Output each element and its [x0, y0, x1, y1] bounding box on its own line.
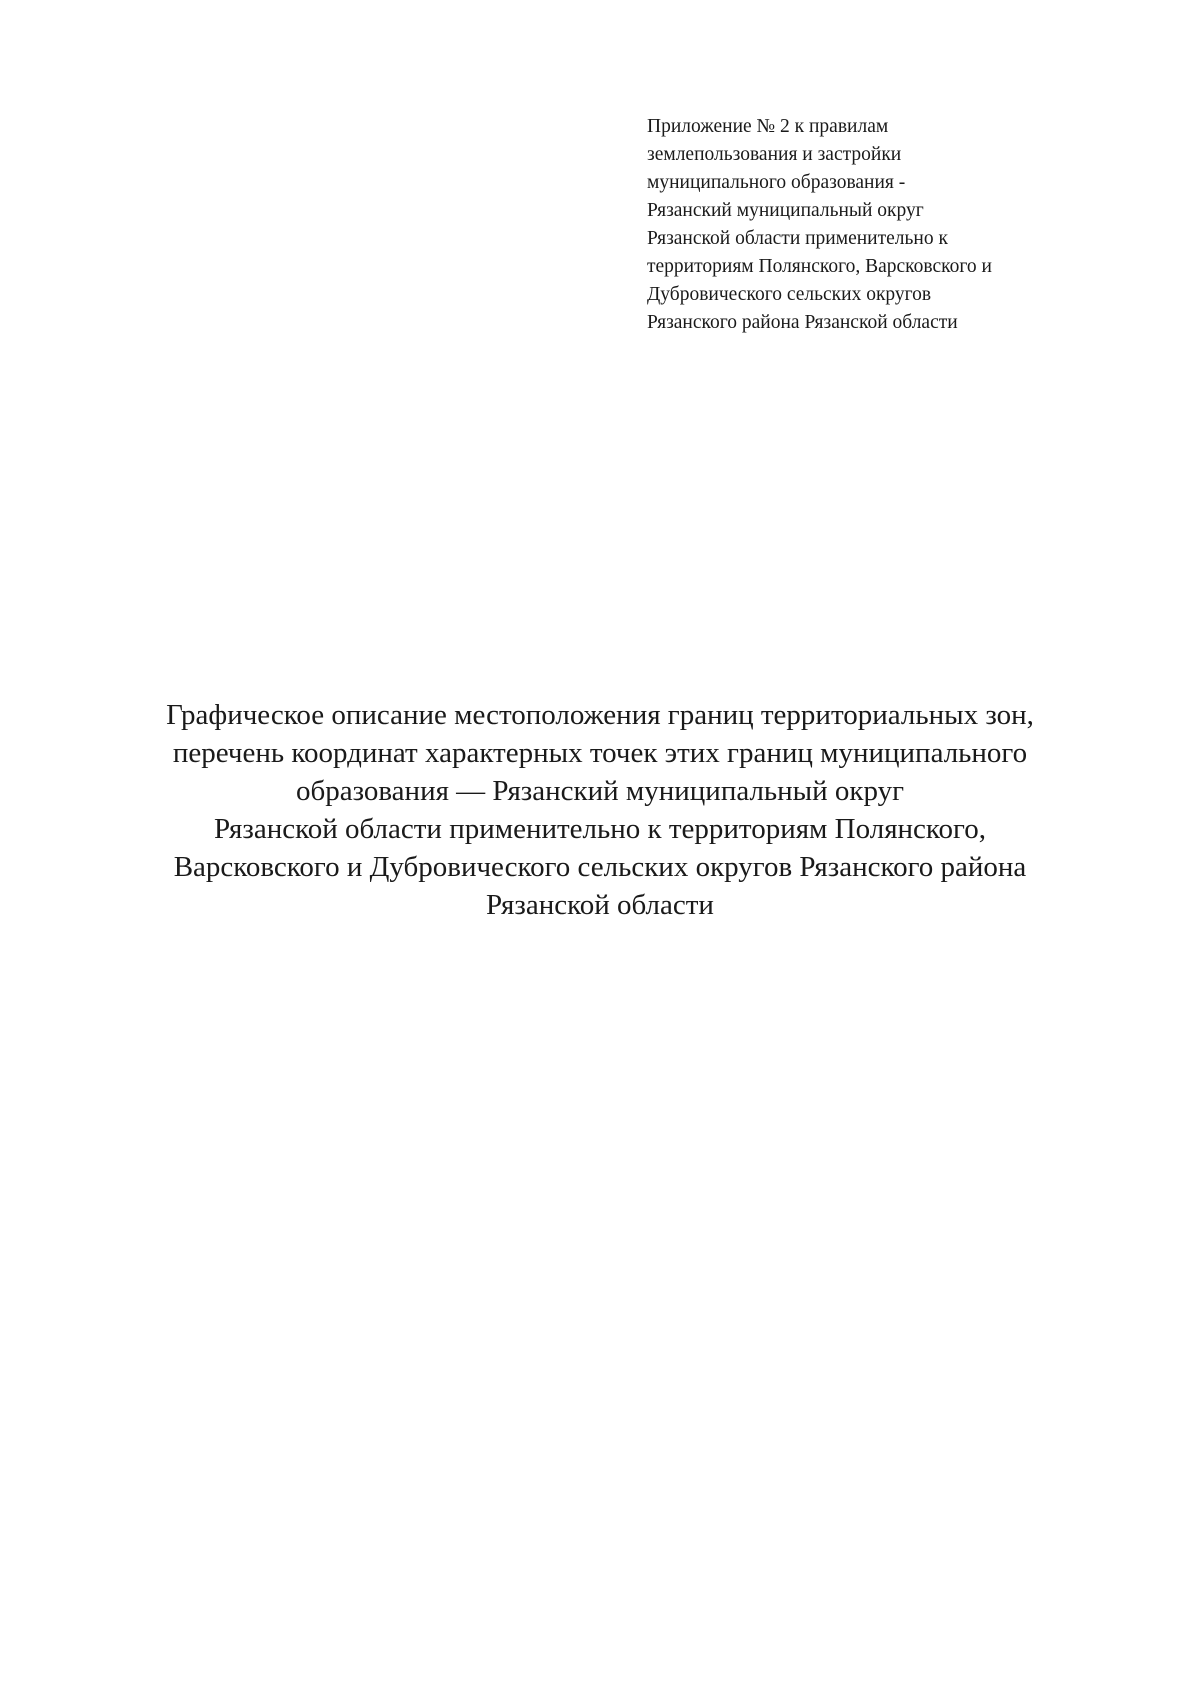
document-title-line: перечень координат характерных точек этих границ муниципального — [172, 737, 1028, 769]
appendix-note-line: Дубровического сельских округов — [647, 284, 932, 305]
appendix-note-line: землепользования и застройки — [647, 144, 902, 165]
document-title-line: Рязанской области — [486, 889, 714, 921]
document-title-line: образования — Рязанский муниципальный округ — [295, 775, 905, 807]
document-title-line: Варсковского и Дубровического сельских округов Рязанского района — [173, 851, 1027, 883]
document-title — [100, 696, 1100, 924]
appendix-note-line: Рязанской области применительно к — [647, 228, 948, 249]
document-title-line: Рязанской области применительно к территориям Полянского, — [214, 813, 986, 845]
appendix-note-line: Рязанского района Рязанской области — [647, 312, 958, 333]
appendix-note — [647, 113, 1117, 337]
appendix-note-line: территориям Полянского, Варсковского и — [647, 256, 992, 277]
appendix-note-line: Рязанский муниципальный округ — [647, 200, 924, 221]
appendix-note-line: муниципального образования - — [647, 172, 906, 193]
appendix-note-line: Приложение № 2 к правилам — [647, 116, 889, 137]
document-title-line: Графическое описание местоположения границ территориальных зон, — [166, 699, 1034, 731]
